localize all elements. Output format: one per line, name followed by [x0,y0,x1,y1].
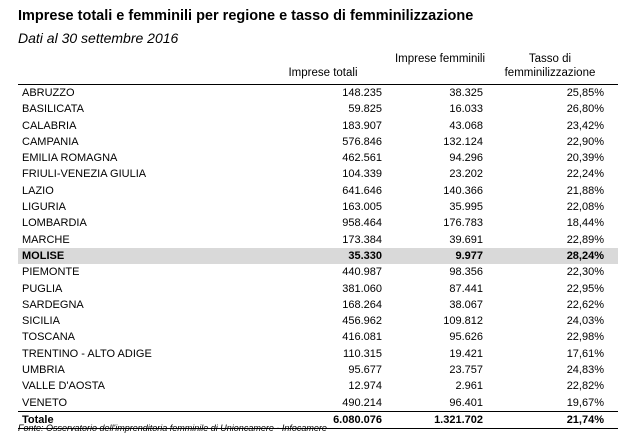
imprese-totali-cell: 416.081 [342,331,382,344]
tasso-cell: 22,82% [566,380,604,393]
region-cell: SARDEGNA [22,298,84,311]
imprese-totali-cell: 440.987 [342,266,382,279]
region-cell: BASILICATA [22,103,84,116]
source-footnote: Fonte: Osservatorio dell'imprenditoria femminile di Unioncamere - Infocamere [18,423,327,433]
table-row [18,378,618,394]
region-cell: ABRUZZO [22,87,75,99]
imprese-femminili-cell: 109.812 [443,315,483,328]
table-title: Imprese totali e femminili per regione e tasso di femminilizzazione [18,8,474,24]
table-row [18,199,618,215]
imprese-totali-cell: 462.561 [342,152,382,165]
header-tasso-femminilizzazione: Tasso di femminilizzazione [504,53,596,79]
imprese-femminili-cell: 140.366 [443,184,483,197]
table-header [18,52,614,84]
region-cell: MARCHE [22,233,70,246]
imprese-femminili-cell: 132.124 [443,135,483,148]
table-row [18,150,618,166]
imprese-femminili-cell: 43.068 [449,119,483,132]
imprese-totali-cell: 12.974 [348,380,382,393]
tasso-cell: 22,30% [566,266,604,279]
table-row [18,264,618,280]
region-cell: Totale [22,413,54,426]
table-row [18,362,618,378]
table-row [18,101,618,117]
tasso-cell: 22,98% [566,331,604,344]
tasso-cell: 20,39% [566,152,604,165]
table-row [18,248,618,264]
table-row [18,166,618,182]
tasso-cell: 28,24% [566,249,604,262]
region-cell: PIEMONTE [22,266,80,279]
imprese-femminili-cell: 176.783 [443,217,483,230]
table-row [18,183,618,199]
table-row [18,313,618,329]
region-cell: UMBRIA [22,364,65,377]
table-subtitle: Dati al 30 settembre 2016 [18,30,179,46]
imprese-femminili-cell: 1.321.702 [434,413,483,426]
tasso-cell: 22,95% [566,282,604,295]
tasso-cell: 22,90% [566,135,604,148]
imprese-totali-cell: 958.464 [342,217,382,230]
region-cell: FRIULI-VENEZIA GIULIA [22,168,147,181]
imprese-femminili-cell: 38.325 [449,87,483,99]
imprese-totali-cell: 104.339 [342,168,382,181]
imprese-femminili-cell: 94.296 [449,152,483,165]
tasso-cell: 17,61% [566,347,604,360]
imprese-femminili-cell: 95.626 [449,331,483,344]
imprese-totali-cell: 95.677 [348,364,382,377]
region-cell: LIGURIA [22,201,67,214]
region-cell: VENETO [22,396,68,409]
imprese-totali-cell: 456.962 [342,315,382,328]
table-row [18,232,618,248]
table-body [18,85,618,429]
table-row [18,329,618,345]
region-cell: PUGLIA [22,282,63,295]
tasso-cell: 26,80% [566,103,604,116]
imprese-totali-cell: 490.214 [342,396,382,409]
tasso-cell: 18,44% [566,217,604,230]
imprese-femminili-cell: 35.995 [449,201,483,214]
region-cell: TOSCANA [22,331,75,344]
imprese-totali-cell: 163.005 [342,201,382,214]
table-row [18,395,618,411]
tasso-cell: 21,88% [566,184,604,197]
imprese-totali-cell: 173.384 [342,233,382,246]
imprese-totali-cell: 35.330 [348,249,382,262]
tasso-cell: 22,24% [566,168,604,181]
tasso-cell: 25,85% [566,87,604,99]
tasso-cell: 19,67% [566,396,604,409]
region-cell: SICILIA [22,315,60,328]
tasso-cell: 22,08% [566,201,604,214]
tasso-cell: 24,03% [566,315,604,328]
table-row [18,215,618,231]
imprese-femminili-cell: 23.202 [449,168,483,181]
table-row [18,281,618,297]
tasso-cell: 22,62% [566,298,604,311]
imprese-totali-cell: 59.825 [348,103,382,116]
region-cell: VALLE D'AOSTA [22,380,105,393]
imprese-totali-cell: 576.846 [342,135,382,148]
region-cell: CALABRIA [22,119,77,132]
imprese-totali-cell: 641.646 [342,184,382,197]
region-cell: MOLISE [22,249,65,262]
imprese-femminili-cell: 19.421 [449,347,483,360]
tasso-cell: 22,89% [566,233,604,246]
imprese-femminili-cell: 2.961 [455,380,483,393]
region-cell: EMILIA ROMAGNA [22,152,118,165]
imprese-femminili-cell: 87.441 [449,282,483,295]
table-row [18,118,618,134]
tasso-cell: 21,74% [566,413,604,426]
header-imprese-femminili: Imprese femminili [394,53,486,65]
imprese-femminili-cell: 96.401 [449,396,483,409]
imprese-totali-cell: 148.235 [342,87,382,99]
imprese-femminili-cell: 9.977 [455,249,483,262]
imprese-totali-cell: 168.264 [342,298,382,311]
imprese-totali-cell: 110.315 [343,347,382,360]
imprese-femminili-cell: 38.067 [449,298,483,311]
tasso-cell: 23,42% [566,119,604,132]
region-cell: LOMBARDIA [22,217,87,230]
imprese-totali-cell: 183.907 [342,119,382,132]
imprese-totali-cell: 6.080.076 [333,413,382,426]
table-row [18,134,618,150]
region-cell: LAZIO [22,184,54,197]
region-cell: TRENTINO - ALTO ADIGE [22,347,152,360]
table-row [18,346,618,362]
region-cell: CAMPANIA [22,135,79,148]
imprese-femminili-cell: 16.033 [449,103,483,116]
imprese-femminili-cell: 23.757 [449,364,483,377]
table-row [18,297,618,313]
table-row [18,85,618,101]
header-imprese-totali: Imprese totali [288,67,358,79]
imprese-totali-cell: 381.060 [342,282,382,295]
tasso-cell: 24,83% [566,364,604,377]
imprese-femminili-cell: 39.691 [449,233,483,246]
imprese-femminili-cell: 98.356 [449,266,483,279]
